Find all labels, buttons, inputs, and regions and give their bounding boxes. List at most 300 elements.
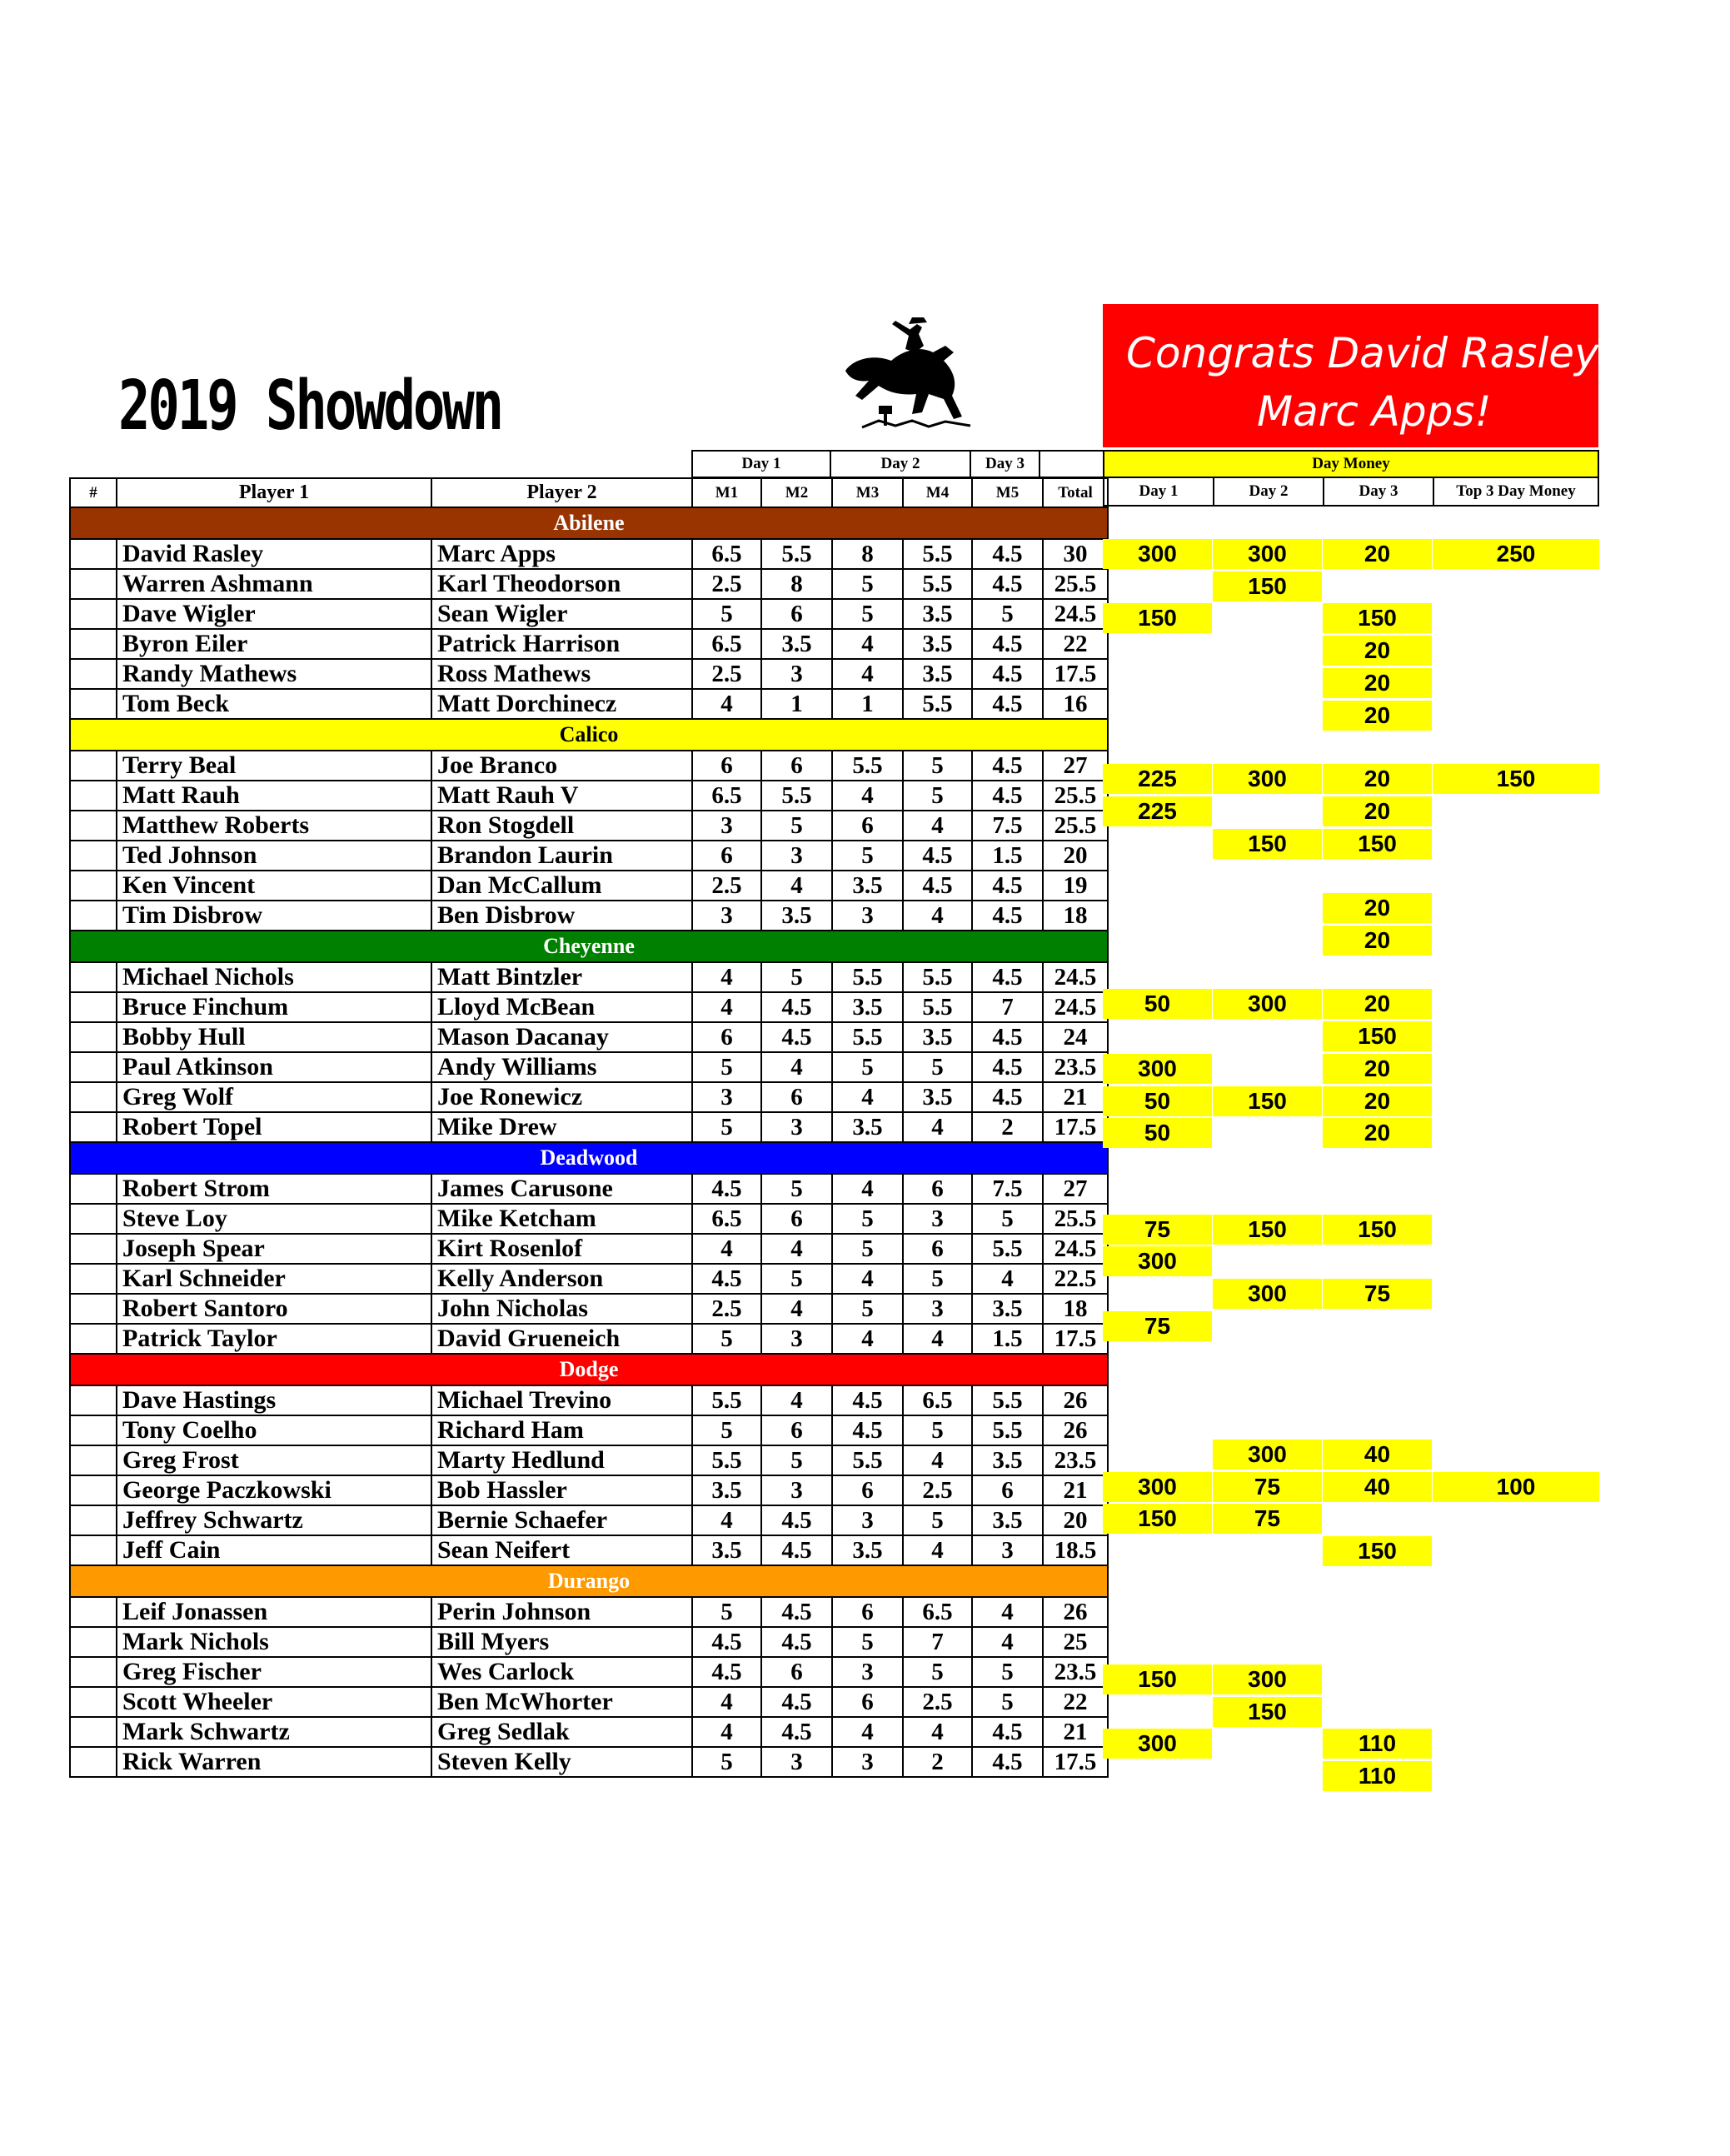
player1-cell: Robert Santoro [117,1294,431,1324]
table-row [70,1657,1108,1687]
player1-cell: Jeff Cain [117,1535,431,1565]
money-day1-cell: 150 [1103,1664,1212,1694]
m5-cell: 3.5 [972,1294,1043,1324]
m5-cell: 4.5 [972,1717,1043,1747]
m4-cell: 5 [903,751,972,781]
m2-cell: 6 [761,1415,832,1445]
table-row [70,689,1108,719]
table-row [70,1082,1108,1112]
m1-cell: 4 [692,962,761,992]
money-day2-cell: 150 [1213,571,1322,601]
m2-cell: 6 [761,1082,832,1112]
money-day3-cell: 20 [1323,893,1432,923]
m3-cell: 3 [832,1505,903,1535]
m3-cell: 5 [832,569,903,599]
money-day3-cell: 40 [1323,1472,1432,1502]
m4-cell: 4 [903,1112,972,1142]
money-day1-cell: 300 [1103,539,1212,569]
rank-cell [70,1294,117,1324]
rank-cell [70,1324,117,1354]
m1-cell: 5 [692,1597,761,1627]
m1-cell: 5 [692,1112,761,1142]
rank-cell [70,1264,117,1294]
total-cell: 23.5 [1043,1445,1108,1475]
player1-cell: Dave Wigler [117,599,431,629]
m4-cell: 5.5 [903,539,972,569]
player2-cell: Ron Stogdell [431,811,692,841]
table-row [70,781,1108,811]
m1-cell: 4.5 [692,1174,761,1204]
money-day3-cell: 20 [1323,764,1432,794]
m1-cell: 6.5 [692,781,761,811]
m1-cell: 4 [692,1505,761,1535]
m4-cell: 2 [903,1747,972,1777]
m1-cell: 5 [692,1415,761,1445]
money-day3-cell: 150 [1323,603,1432,633]
m1-cell: 6.5 [692,539,761,569]
player2-cell: Matt Rauh V [431,781,692,811]
m3-cell: 6 [832,1597,903,1627]
m2-cell: 5 [761,1445,832,1475]
money-day1-cell: 50 [1103,989,1212,1019]
table-row [70,1747,1108,1777]
m2-cell: 3.5 [761,901,832,931]
column-header-row [70,478,1108,507]
dm-day1-header: Day 1 [1103,477,1214,507]
m2-cell: 3.5 [761,629,832,659]
total-cell: 25.5 [1043,781,1108,811]
m1-cell: 2.5 [692,871,761,901]
m5-cell: 4.5 [972,689,1043,719]
rank-cell [70,1174,117,1204]
player1-cell: Tom Beck [117,689,431,719]
page-title: 2019 Showdown [118,367,502,446]
player1-cell: Scott Wheeler [117,1687,431,1717]
m3-cell: 3 [832,901,903,931]
table-row [70,1687,1108,1717]
rank-cell [70,1415,117,1445]
m4-cell: 6.5 [903,1597,972,1627]
congrats-banner [1103,304,1730,447]
table-row [70,901,1108,931]
player2-cell: Mason Dacanay [431,1022,692,1052]
m4-header: M4 [903,478,972,507]
total-cell: 24.5 [1043,1234,1108,1264]
m5-cell: 4 [972,1627,1043,1657]
m2-cell: 4.5 [761,1535,832,1565]
player2-cell: James Carusone [431,1174,692,1204]
total-cell: 18 [1043,901,1108,931]
m2-cell: 4 [761,1294,832,1324]
table-row [70,811,1108,841]
money-top3-cell: 150 [1433,764,1599,794]
m4-cell: 3.5 [903,629,972,659]
total-cell: 24.5 [1043,992,1108,1022]
player2-cell: Joe Branco [431,751,692,781]
player2-cell: Mike Drew [431,1112,692,1142]
total-cell: 23.5 [1043,1052,1108,1082]
player2-cell: Bill Myers [431,1627,692,1657]
money-day3-cell: 75 [1323,1279,1432,1309]
m5-cell: 5.5 [972,1234,1043,1264]
m2-cell: 5 [761,962,832,992]
m2-cell: 5 [761,811,832,841]
m1-cell: 6.5 [692,1204,761,1234]
m2-cell: 3 [761,1747,832,1777]
m1-cell: 4.5 [692,1264,761,1294]
player2-cell: Brandon Laurin [431,841,692,871]
total-cell: 17.5 [1043,1324,1108,1354]
m5-cell: 4.5 [972,781,1043,811]
player2-cell: Kirt Rosenlof [431,1234,692,1264]
m5-cell: 4.5 [972,962,1043,992]
m2-cell: 3 [761,1112,832,1142]
player1-cell: Joseph Spear [117,1234,431,1264]
money-day2-cell: 150 [1213,829,1322,859]
m2-cell: 5 [761,1264,832,1294]
m4-cell: 5.5 [903,569,972,599]
table-row [70,1415,1108,1445]
m3-cell: 4 [832,1717,903,1747]
m4-cell: 4 [903,1535,972,1565]
group-name: Abilene [70,507,1108,539]
m2-cell: 3 [761,841,832,871]
rank-cell [70,1657,117,1687]
m3-cell: 4 [832,659,903,689]
m4-cell: 3.5 [903,599,972,629]
m5-cell: 4.5 [972,539,1043,569]
rank-cell [70,1234,117,1264]
money-day1-cell: 75 [1103,1215,1212,1245]
table-row [70,599,1108,629]
total-group-header [1039,450,1104,478]
money-day1-cell: 50 [1103,1118,1212,1148]
player2-cell: Steven Kelly [431,1747,692,1777]
total-cell: 22 [1043,1687,1108,1717]
m5-cell: 4.5 [972,1052,1043,1082]
table-row [70,1324,1108,1354]
money-day2-cell: 150 [1213,1697,1322,1727]
m5-cell: 3.5 [972,1445,1043,1475]
table-row [70,1475,1108,1505]
money-day3-cell: 150 [1323,1215,1432,1245]
m5-cell: 7.5 [972,1174,1043,1204]
m4-cell: 4 [903,1445,972,1475]
m4-cell: 6 [903,1234,972,1264]
total-cell: 25.5 [1043,1204,1108,1234]
m2-cell: 4 [761,1385,832,1415]
m5-cell: 3 [972,1535,1043,1565]
m2-cell: 4 [761,1052,832,1082]
m4-cell: 3 [903,1204,972,1234]
total-cell: 22 [1043,629,1108,659]
player2-cell: Matt Dorchinecz [431,689,692,719]
player1-cell: Byron Eiler [117,629,431,659]
rank-cell [70,1687,117,1717]
m5-cell: 4.5 [972,1022,1043,1052]
m4-cell: 4 [903,1324,972,1354]
m1-cell: 5 [692,1324,761,1354]
player2-cell: Bob Hassler [431,1475,692,1505]
m3-cell: 5 [832,1052,903,1082]
rank-cell [70,751,117,781]
table-row [70,962,1108,992]
player1-cell: David Rasley [117,539,431,569]
m1-cell: 4.5 [692,1657,761,1687]
player1-cell: Bruce Finchum [117,992,431,1022]
m4-cell: 5 [903,1415,972,1445]
m2-cell: 4.5 [761,992,832,1022]
total-cell: 21 [1043,1475,1108,1505]
m3-cell: 3.5 [832,871,903,901]
player2-cell: Dan McCallum [431,871,692,901]
bronc-rider-logo-icon [829,312,979,429]
dm-top3-header: Top 3 Day Money [1433,477,1599,507]
rank-cell [70,569,117,599]
m4-cell: 4 [903,1717,972,1747]
total-cell: 18.5 [1043,1535,1108,1565]
player2-cell: David Grueneich [431,1324,692,1354]
m3-cell: 4 [832,781,903,811]
player1-cell: Robert Strom [117,1174,431,1204]
m1-cell: 4 [692,1234,761,1264]
player2-cell: Patrick Harrison [431,629,692,659]
m3-cell: 3 [832,1657,903,1687]
m2-cell: 4 [761,871,832,901]
m3-header: M3 [832,478,903,507]
player1-cell: Patrick Taylor [117,1324,431,1354]
group-name: Dodge [70,1354,1108,1385]
money-day1-cell: 300 [1103,1729,1212,1759]
rank-cell [70,1747,117,1777]
rank-cell [70,1204,117,1234]
table-row [70,1022,1108,1052]
money-day3-cell: 20 [1323,636,1432,666]
m3-cell: 4 [832,1264,903,1294]
player1-cell: Rick Warren [117,1747,431,1777]
player2-cell: Karl Theodorson [431,569,692,599]
m3-cell: 4 [832,1174,903,1204]
player2-cell: Matt Bintzler [431,962,692,992]
total-cell: 25 [1043,1627,1108,1657]
m1-cell: 2.5 [692,1294,761,1324]
m1-cell: 5 [692,599,761,629]
rank-cell [70,962,117,992]
table-row [70,1717,1108,1747]
m4-cell: 5 [903,781,972,811]
m5-header: M5 [972,478,1043,507]
player2-cell: Sean Wigler [431,599,692,629]
money-day2-cell: 300 [1213,1440,1322,1470]
total-cell: 20 [1043,841,1108,871]
m2-cell: 6 [761,1204,832,1234]
m4-cell: 5 [903,1505,972,1535]
player1-cell: Ken Vincent [117,871,431,901]
m5-cell: 4.5 [972,569,1043,599]
rank-cell [70,1052,117,1082]
player2-header: Player 2 [431,478,692,507]
table-row [70,1627,1108,1657]
table-row [70,1234,1108,1264]
m1-cell: 6.5 [692,629,761,659]
m2-cell: 6 [761,1657,832,1687]
table-row [70,992,1108,1022]
player1-header: Player 1 [117,478,431,507]
m3-cell: 4 [832,629,903,659]
money-day3-cell: 20 [1323,989,1432,1019]
player1-cell: Tony Coelho [117,1415,431,1445]
player2-cell: Joe Ronewicz [431,1082,692,1112]
day-money-header: Day Money [1103,450,1599,478]
dm-day2-header: Day 2 [1213,477,1324,507]
total-cell: 25.5 [1043,569,1108,599]
money-day3-cell: 40 [1323,1440,1432,1470]
total-cell: 26 [1043,1415,1108,1445]
m2-cell: 3 [761,659,832,689]
table-row [70,1264,1108,1294]
m4-cell: 3.5 [903,659,972,689]
num-header: # [70,478,117,507]
m5-cell: 6 [972,1475,1043,1505]
money-day1-cell: 300 [1103,1472,1212,1502]
m1-cell: 2.5 [692,569,761,599]
total-cell: 24 [1043,1022,1108,1052]
player1-cell: Matt Rauh [117,781,431,811]
rank-cell [70,1505,117,1535]
total-cell: 21 [1043,1717,1108,1747]
table-row [70,629,1108,659]
player2-cell: Richard Ham [431,1415,692,1445]
m3-cell: 4.5 [832,1385,903,1415]
rank-cell [70,1385,117,1415]
player2-cell: Marc Apps [431,539,692,569]
player2-cell: Lloyd McBean [431,992,692,1022]
table-row [70,569,1108,599]
group-header-abilene [70,507,1108,539]
group-header-dodge [70,1354,1108,1385]
m2-cell: 6 [761,599,832,629]
table-row [70,1112,1108,1142]
total-cell: 17.5 [1043,659,1108,689]
money-day2-cell: 150 [1213,1086,1322,1116]
table-row [70,1294,1108,1324]
money-day3-cell: 110 [1323,1729,1432,1759]
rank-cell [70,1445,117,1475]
money-day1-cell: 300 [1103,1054,1212,1084]
m5-cell: 4.5 [972,629,1043,659]
rank-cell [70,689,117,719]
player1-cell: Warren Ashmann [117,569,431,599]
m2-cell: 4.5 [761,1022,832,1052]
m2-cell: 5 [761,1174,832,1204]
m1-header: M1 [692,478,761,507]
rank-cell [70,841,117,871]
player1-cell: Paul Atkinson [117,1052,431,1082]
money-day3-cell: 20 [1323,1118,1432,1148]
congrats-line-1: Congrats David Rasley and [1126,329,1730,377]
standings-table [69,477,1109,1778]
player2-cell: John Nicholas [431,1294,692,1324]
total-cell: 21 [1043,1082,1108,1112]
m5-cell: 7.5 [972,811,1043,841]
total-cell: 18 [1043,1294,1108,1324]
m3-cell: 1 [832,689,903,719]
player2-cell: Mike Ketcham [431,1204,692,1234]
money-day1-cell: 225 [1103,796,1212,826]
m5-cell: 5 [972,1204,1043,1234]
m1-cell: 4 [692,1717,761,1747]
money-day3-cell: 150 [1323,1021,1432,1051]
m1-cell: 2.5 [692,659,761,689]
m3-cell: 8 [832,539,903,569]
money-top3-cell: 100 [1433,1472,1599,1502]
m1-cell: 3 [692,901,761,931]
player2-cell: Michael Trevino [431,1385,692,1415]
player1-cell: Michael Nichols [117,962,431,992]
m5-cell: 4.5 [972,901,1043,931]
m5-cell: 4.5 [972,1747,1043,1777]
m4-cell: 5 [903,1657,972,1687]
player1-cell: Randy Mathews [117,659,431,689]
m1-cell: 6 [692,1022,761,1052]
group-header-durango [70,1565,1108,1597]
m3-cell: 5 [832,841,903,871]
player1-cell: Karl Schneider [117,1264,431,1294]
m3-cell: 4 [832,1082,903,1112]
player1-cell: Tim Disbrow [117,901,431,931]
total-cell: 24.5 [1043,962,1108,992]
m2-header: M2 [761,478,832,507]
table-row [70,1052,1108,1082]
m1-cell: 4.5 [692,1627,761,1657]
money-day2-cell: 150 [1213,1215,1322,1245]
m3-cell: 5 [832,599,903,629]
player1-cell: Dave Hastings [117,1385,431,1415]
m4-cell: 3.5 [903,1022,972,1052]
m5-cell: 5 [972,599,1043,629]
money-day3-cell: 20 [1323,1086,1432,1116]
total-cell: 17.5 [1043,1112,1108,1142]
player1-cell: Robert Topel [117,1112,431,1142]
m5-cell: 4 [972,1264,1043,1294]
money-day1-cell: 150 [1103,603,1212,633]
money-day3-cell: 110 [1323,1761,1432,1791]
m1-cell: 4 [692,689,761,719]
total-cell: 20 [1043,1505,1108,1535]
m4-cell: 7 [903,1627,972,1657]
group-header-calico [70,719,1108,751]
group-name: Calico [70,719,1108,751]
rank-cell [70,1112,117,1142]
money-day3-cell: 20 [1323,926,1432,956]
m4-cell: 6.5 [903,1385,972,1415]
total-cell: 27 [1043,751,1108,781]
m5-cell: 5 [972,1687,1043,1717]
rank-cell [70,781,117,811]
group-name: Deadwood [70,1142,1108,1174]
player1-cell: Greg Frost [117,1445,431,1475]
m4-cell: 4.5 [903,871,972,901]
money-day2-cell: 75 [1213,1472,1322,1502]
m2-cell: 4.5 [761,1687,832,1717]
m2-cell: 5.5 [761,539,832,569]
m3-cell: 3.5 [832,1535,903,1565]
money-day2-cell: 300 [1213,1664,1322,1694]
money-day1-cell: 225 [1103,764,1212,794]
total-cell: 16 [1043,689,1108,719]
m5-cell: 4.5 [972,871,1043,901]
player1-cell: Jeffrey Schwartz [117,1505,431,1535]
